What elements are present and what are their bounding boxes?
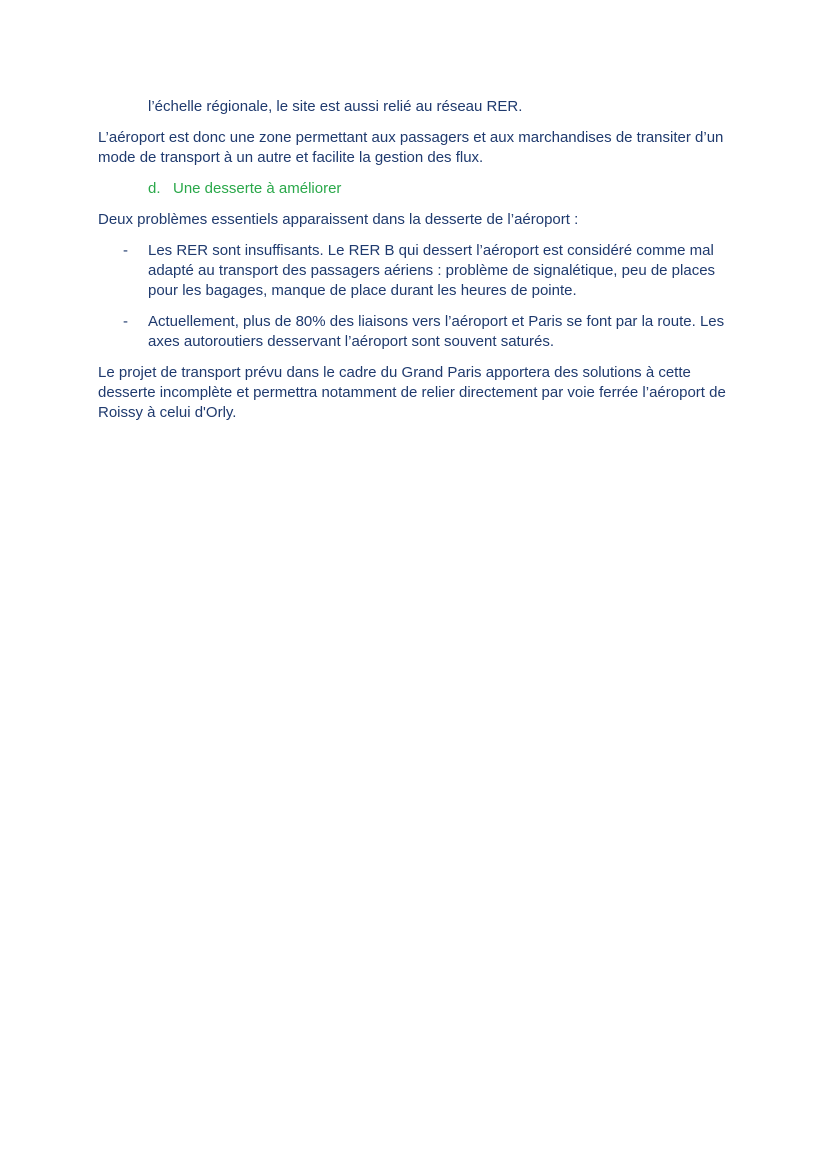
list-item xyxy=(98,241,738,301)
continuation-text: l’échelle régionale, le site est aussi relié au réseau RER. xyxy=(148,98,523,115)
paragraph-conclusion: Le projet de transport prévu dans le cadre du Grand Paris apportera des solutions à cette desserte incomplète et permettra notamment de relier directement par voie ferrée l’aéroport de Roissy à celui d'Orly. xyxy=(98,364,726,421)
list-item xyxy=(98,312,738,352)
bullet-text: Les RER sont insuffisants. Le RER B qui dessert l’aéroport est considéré comme mal adapté au transport des passagers aériens : problème de signalétique, peu de places pour les bagages, manque de place durant les heures de pointe. xyxy=(148,242,716,299)
bullet-marker: - xyxy=(123,242,128,259)
bullet-text: Actuellement, plus de 80% des liaisons vers l’aéroport et Paris se font par la route. Les axes autoroutiers desservant l’aéroport sont souvent saturés. xyxy=(148,313,725,350)
problem-list xyxy=(98,241,738,352)
paragraph-intro: Deux problèmes essentiels apparaissent dans la desserte de l’aéroport : xyxy=(98,211,579,228)
section-number: d. xyxy=(148,180,161,197)
section-title: Une desserte à améliorer xyxy=(173,180,342,197)
bullet-marker: - xyxy=(123,313,128,330)
document-body xyxy=(98,97,738,434)
paragraph-airport-zone: L’aéroport est donc une zone permettant aux passagers et aux marchandises de transiter d’un mode de transport à un autre et facilite la gestion des flux. xyxy=(98,129,724,166)
section-heading xyxy=(98,179,738,199)
